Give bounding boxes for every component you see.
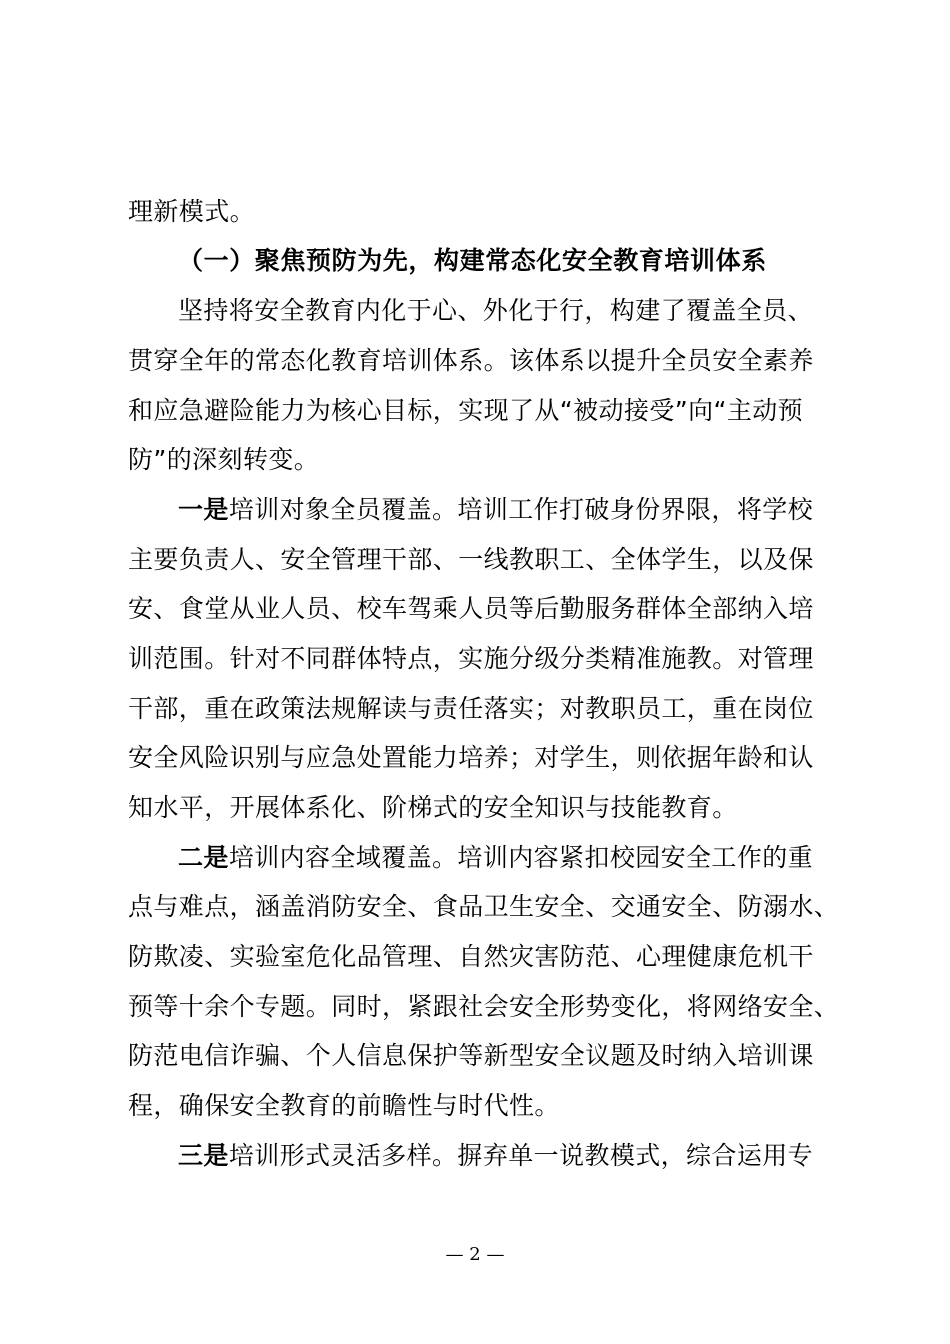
section-heading: （一）聚焦预防为先，构建常态化安全教育培训体系 bbox=[178, 246, 767, 275]
paragraph-lead: 一是 bbox=[178, 495, 229, 524]
body-line: 安全风险识别与应急处置能力培养；对学生，则依据年龄和认 bbox=[128, 743, 814, 772]
paragraph-lead: 三是 bbox=[178, 1141, 229, 1170]
paragraph-first-line: 一是培训对象全员覆盖。培训工作打破身份界限，将学校 bbox=[178, 495, 814, 524]
body-line: 程，确保安全教育的前瞻性与时代性。 bbox=[128, 1091, 560, 1120]
body-line: 点与难点，涵盖消防安全、食品卫生安全、交通安全、防溺水、 bbox=[128, 892, 840, 921]
body-line: 知水平，开展体系化、阶梯式的安全知识与技能教育。 bbox=[128, 793, 738, 822]
body-line: 防”的深刻转变。 bbox=[128, 445, 320, 474]
body-line: 预等十余个专题。同时，紧跟社会安全形势变化，将网络安全、 bbox=[128, 992, 840, 1021]
body-line: 防范电信诈骗、个人信息保护等新型安全议题及时纳入培训课 bbox=[128, 1041, 814, 1070]
paragraph-first-line: 坚持将安全教育内化于心、外化于行，构建了覆盖全员、 bbox=[178, 296, 814, 325]
paragraph-first-line: 三是培训形式灵活多样。摒弃单一说教模式，综合运用专 bbox=[178, 1141, 814, 1170]
body-line: 主要负责人、安全管理干部、一线教职工、全体学生，以及保 bbox=[128, 545, 814, 574]
body-line: 贯穿全年的常态化教育培训体系。该体系以提升全员安全素养 bbox=[128, 346, 814, 375]
body-line: 安、食堂从业人员、校车驾乘人员等后勤服务群体全部纳入培 bbox=[128, 594, 814, 623]
body-line: 和应急避险能力为核心目标，实现了从“被动接受”向“主动预 bbox=[128, 396, 804, 425]
paragraph-first-line: 二是培训内容全域覆盖。培训内容紧扣校园安全工作的重 bbox=[178, 843, 814, 872]
body-line: 干部，重在政策法规解读与责任落实；对教职员工，重在岗位 bbox=[128, 694, 814, 723]
body-line: 理新模式。 bbox=[128, 197, 256, 226]
paragraph-lead: 二是 bbox=[178, 843, 229, 872]
body-line: 防欺凌、实验室危化品管理、自然灾害防范、心理健康危机干 bbox=[128, 942, 814, 971]
page-number: — 2 — bbox=[445, 1244, 505, 1265]
body-line: 训范围。针对不同群体特点，实施分级分类精准施教。对管理 bbox=[128, 644, 814, 673]
